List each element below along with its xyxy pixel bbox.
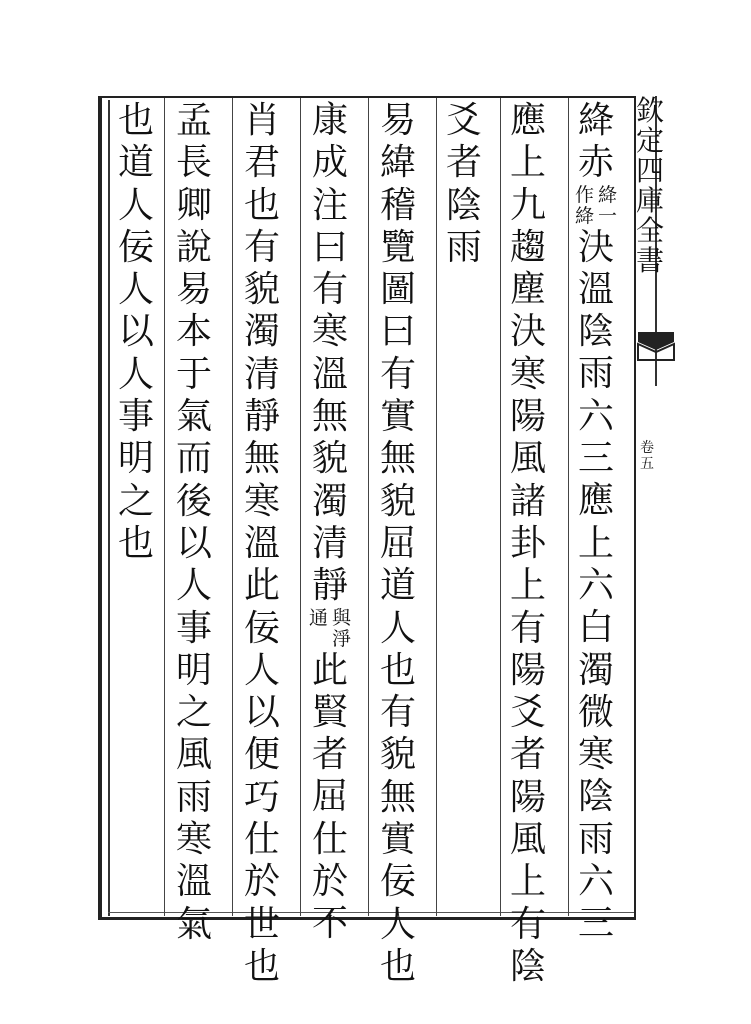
text-char: 以: [243, 692, 280, 734]
text-char: 易: [175, 269, 212, 311]
text-char: 道: [117, 142, 154, 184]
text-char: 溫: [243, 522, 280, 564]
text-char: 絳: [577, 100, 614, 141]
text-char: 靜: [243, 396, 280, 438]
column-rule: [568, 98, 569, 916]
note-char: 絳: [597, 183, 617, 206]
text-char: 之: [117, 480, 154, 522]
text-char: 濁: [311, 480, 348, 522]
text-char: 事: [175, 607, 212, 649]
text-char: 有: [509, 903, 546, 945]
text-char: 明: [117, 438, 154, 480]
text-char: 也: [379, 649, 416, 691]
text-char: 應: [577, 480, 614, 522]
text-char: 貌: [379, 480, 416, 522]
text-char: 者: [311, 734, 348, 776]
text-char: 屈: [379, 522, 416, 564]
text-column-3: [438, 100, 490, 269]
text-char: 赤: [577, 142, 614, 184]
text-char: 注: [311, 184, 348, 226]
text-char: 成: [311, 142, 348, 184]
text-char: 趨: [509, 226, 546, 268]
text-char: 道: [379, 565, 416, 607]
text-column-4: [372, 100, 424, 988]
margin-title-char: 定: [636, 124, 665, 157]
note-column-right: [597, 185, 619, 227]
text-char: 決: [577, 226, 614, 268]
text-char: 決: [509, 311, 546, 353]
margin-juan-char: 五: [640, 456, 654, 472]
text-char: 貌: [311, 438, 348, 480]
text-char: 也: [117, 100, 154, 141]
text-char: 寒: [175, 819, 212, 861]
text-char: 爻: [445, 100, 482, 141]
text-char: 風: [509, 438, 546, 480]
text-char: 貌: [243, 269, 280, 311]
text-char: 世: [243, 903, 280, 945]
note-column-left: [308, 608, 330, 650]
text-char: 人: [117, 269, 154, 311]
text-char: 氣: [175, 903, 212, 945]
text-char: 應: [509, 100, 546, 141]
text-char: 寒: [509, 353, 546, 395]
margin-juan-char: 卷: [640, 440, 654, 456]
interlinear-note: [571, 185, 621, 227]
text-char: 貌: [379, 734, 416, 776]
note-char: 淨: [331, 627, 351, 650]
text-char: 曰: [379, 311, 416, 353]
fish-tail-mark-icon: [636, 330, 676, 364]
text-char: 佞: [243, 607, 280, 649]
text-char: 長: [175, 142, 212, 184]
text-column-7: [168, 100, 220, 946]
text-char: 上: [509, 142, 546, 184]
text-char: 寒: [243, 480, 280, 522]
text-char: 也: [243, 184, 280, 226]
text-char: 靜: [311, 565, 348, 607]
text-char: 塵: [509, 269, 546, 311]
margin-title-char: 欽: [636, 94, 665, 127]
text-column-2: [502, 100, 554, 988]
text-char: 賢: [311, 691, 348, 733]
text-char: 於: [243, 861, 280, 903]
text-char: 陰: [577, 311, 614, 353]
text-char: 康: [311, 100, 348, 141]
note-char: 通: [308, 606, 328, 629]
text-char: 三: [577, 438, 614, 480]
margin-juan-number: [634, 440, 660, 472]
text-char: 明: [175, 649, 212, 691]
text-char: 此: [311, 649, 348, 691]
text-char: 也: [117, 522, 154, 564]
text-char: 無: [311, 396, 348, 438]
margin-title-char: 全: [636, 214, 665, 247]
text-char: 後: [175, 480, 212, 522]
text-char: 九: [509, 184, 546, 226]
text-column-5: [304, 100, 356, 946]
text-char: 六: [577, 395, 614, 437]
text-char: 人: [117, 184, 154, 226]
margin-title-char: 四: [636, 154, 665, 187]
text-char: 於: [311, 861, 348, 903]
text-char: 清: [311, 522, 348, 564]
text-char: 有: [509, 607, 546, 649]
text-char: 此: [243, 565, 280, 607]
text-char: 三: [577, 903, 614, 945]
text-char: 有: [243, 226, 280, 268]
text-char: 上: [509, 861, 546, 903]
text-char: 本: [175, 311, 212, 353]
text-char: 也: [243, 945, 280, 987]
text-char: 也: [379, 945, 416, 987]
text-column-8: [110, 100, 162, 565]
margin-title-char: 書: [636, 244, 665, 277]
text-char: 溫: [577, 268, 614, 310]
text-char: 諸: [509, 480, 546, 522]
text-char: 仕: [311, 818, 348, 860]
text-char: 佞: [117, 226, 154, 268]
column-rule: [436, 98, 437, 916]
text-char: 人: [175, 565, 212, 607]
text-char: 人: [117, 353, 154, 395]
text-column-6: [236, 100, 288, 988]
text-char: 實: [379, 819, 416, 861]
text-char: 雨: [175, 776, 212, 818]
text-char: 說: [175, 226, 212, 268]
text-char: 于: [175, 353, 212, 395]
text-char: 雨: [577, 353, 614, 395]
text-char: 者: [445, 142, 482, 184]
text-char: 無: [379, 438, 416, 480]
text-char: 陰: [577, 776, 614, 818]
text-column-1: [570, 100, 622, 946]
text-char: 人: [379, 607, 416, 649]
text-char: 陰: [509, 945, 546, 987]
text-char: 陽: [509, 649, 546, 691]
text-char: 有: [311, 269, 348, 311]
column-rule: [300, 98, 301, 916]
text-char: 孟: [175, 100, 212, 141]
text-char: 上: [577, 522, 614, 564]
margin-title-char: 庫: [636, 184, 665, 217]
text-char: 六: [577, 861, 614, 903]
note-char: 一: [597, 204, 617, 227]
text-char: 易: [379, 100, 416, 141]
text-char: 肖: [243, 100, 280, 141]
note-column-left: [574, 185, 596, 227]
text-char: 以: [175, 522, 212, 564]
text-char: 君: [243, 142, 280, 184]
text-char: 白: [577, 607, 614, 649]
text-char: 之: [175, 692, 212, 734]
text-char: 曰: [311, 226, 348, 268]
text-char: 氣: [175, 396, 212, 438]
text-char: 圖: [379, 269, 416, 311]
text-char: 仕: [243, 819, 280, 861]
text-char: 陰: [445, 184, 482, 226]
text-char: 事: [117, 396, 154, 438]
text-char: 濁: [243, 311, 280, 353]
text-char: 不: [311, 903, 348, 945]
text-char: 寒: [577, 734, 614, 776]
text-char: 而: [175, 438, 212, 480]
text-char: 雨: [445, 226, 482, 268]
text-char: 無: [243, 438, 280, 480]
text-char: 雨: [577, 818, 614, 860]
text-char: 陽: [509, 776, 546, 818]
text-char: 風: [509, 819, 546, 861]
text-char: 清: [243, 353, 280, 395]
text-char: 以: [117, 311, 154, 353]
text-char: 溫: [311, 353, 348, 395]
note-column-right: [331, 608, 353, 650]
text-char: 無: [379, 776, 416, 818]
note-char: 與: [331, 606, 351, 629]
text-char: 緯: [379, 142, 416, 184]
text-char: 微: [577, 691, 614, 733]
text-char: 佞: [379, 861, 416, 903]
text-char: 便: [243, 734, 280, 776]
text-char: 爻: [509, 692, 546, 734]
text-char: 屈: [311, 776, 348, 818]
text-char: 者: [509, 734, 546, 776]
text-char: 上: [509, 565, 546, 607]
text-char: 巧: [243, 776, 280, 818]
text-char: 濁: [577, 649, 614, 691]
text-char: 陽: [509, 396, 546, 438]
column-rule: [232, 98, 233, 916]
text-char: 有: [379, 353, 416, 395]
text-char: 風: [175, 734, 212, 776]
column-rule: [164, 98, 165, 916]
text-char: 人: [243, 649, 280, 691]
note-char: 作: [574, 183, 594, 206]
interlinear-note: [305, 608, 355, 650]
text-char: 卦: [509, 522, 546, 564]
text-char: 六: [577, 564, 614, 606]
text-char: 寒: [311, 311, 348, 353]
column-rule: [368, 98, 369, 916]
text-char: 卿: [175, 184, 212, 226]
column-rule: [500, 98, 501, 916]
text-char: 溫: [175, 861, 212, 903]
text-char: 實: [379, 396, 416, 438]
text-char: 覽: [379, 226, 416, 268]
text-char: 稽: [379, 184, 416, 226]
text-char: 人: [379, 903, 416, 945]
note-char: 絳: [574, 204, 594, 227]
text-char: 有: [379, 692, 416, 734]
